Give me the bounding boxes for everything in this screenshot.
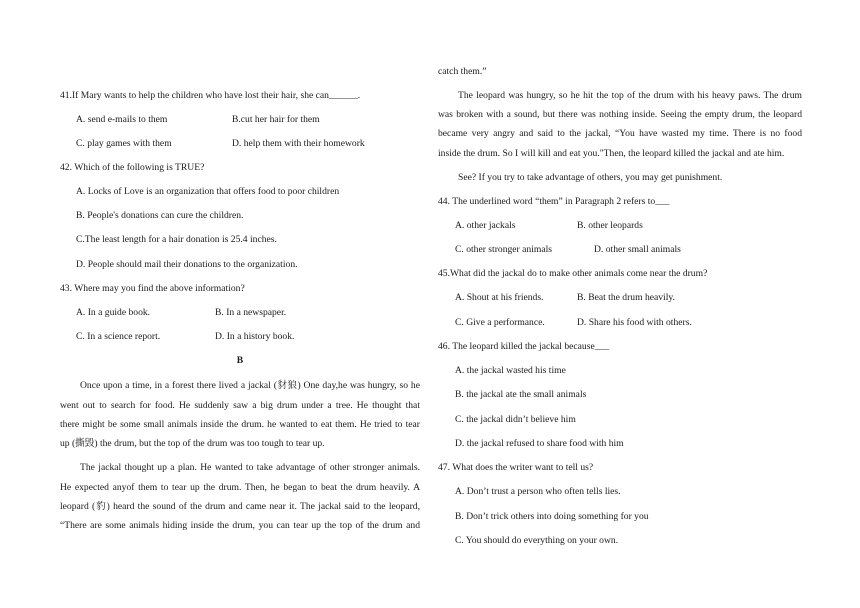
q43-option-c: C. In a science report. <box>76 331 161 342</box>
passage-line-6: He expected anyof them to tear up the drum. Then, he began to beat the drum heavily. A <box>60 482 420 493</box>
q41-option-a: A. send e-mails to them <box>76 114 168 125</box>
passage-line-1: Once upon a time, in a forest there lived a jackal (豺狼) One day,he was hungry, so he <box>80 380 420 391</box>
passage-moral: See? If you try to take advantage of others, you may get punishment. <box>458 172 723 183</box>
q46-option-b: B. the jackal ate the small animals <box>455 389 587 400</box>
q44-option-c: C. other stronger animals <box>455 244 552 255</box>
q41-option-c: C. play games with them <box>76 138 172 149</box>
q42-option-d: D. People should mail their donations to the organization. <box>76 259 298 270</box>
q46-option-d: D. the jackal refused to share food with him <box>455 438 624 449</box>
q43-option-b: B. In a newspaper. <box>215 307 287 318</box>
passage-line-5: The jackal thought up a plan. He wanted to take advantage of other stronger animals. <box>80 462 420 473</box>
q45-option-b: B. Beat the drum heavily. <box>577 292 675 303</box>
q46-stem: 46. The leopard killed the jackal because___ <box>438 341 610 352</box>
q42-option-c: C.The least length for a hair donation is 25.4 inches. <box>76 234 277 245</box>
passage-cont-line-2: The leopard was hungry, so he hit the top of the drum with his heavy paws. The drum <box>458 90 802 101</box>
passage-cont-line-5: inside the drum. So I will kill and eat you."Then, the leopard killed the jackal and ate him. <box>438 148 785 159</box>
q45-option-a: A. Shout at his friends. <box>455 292 544 303</box>
q41-stem: 41.If Mary wants to help the children who have lost their hair, she can______. <box>60 90 361 101</box>
passage-line-4: up (撕毁) the drum, but the top of the drum was too tough to tear up. <box>60 438 325 449</box>
q46-option-a: A. the jackal wasted his time <box>455 365 566 376</box>
q47-option-a: A. Don’t trust a person who often tells lies. <box>455 486 621 497</box>
passage-cont-line-4: became very angry and said to the jackal, “You have wasted my time. There is no food <box>438 128 802 139</box>
section-heading: B <box>236 355 244 366</box>
q44-option-b: B. other leopards <box>577 220 643 231</box>
q45-stem: 45.What did the jackal do to make other animals come near the drum? <box>438 268 708 279</box>
q41-option-b: B.cut her hair for them <box>232 114 320 125</box>
q42-option-b: B. People's donations can cure the children. <box>76 210 244 221</box>
q47-option-c: C. You should do everything on your own. <box>455 535 619 546</box>
q43-stem: 43. Where may you find the above information? <box>60 283 245 294</box>
q47-option-b: B. Don’t trick others into doing something for you <box>455 511 649 522</box>
q43-option-d: D. In a history book. <box>215 331 295 342</box>
passage-line-3: there might be some small animals inside the drum. he wanted to eat them. He tried to tear <box>60 419 420 430</box>
passage-cont-line-3: was broken with a sound, but there was nothing inside. Seeing the empty drum, the leopard <box>438 109 802 120</box>
passage-line-8: “There are some animals hiding inside the drum, you can tear up the top of the drum and <box>60 520 420 531</box>
q43-option-a: A. In a guide book. <box>76 307 151 318</box>
q45-option-d: D. Share his food with others. <box>577 317 692 328</box>
q42-stem: 42. Which of the following is TRUE? <box>60 162 205 173</box>
passage-line-2: went out to search for food. He suddenly saw a big drum under a tree. He thought that <box>60 400 420 411</box>
q44-option-a: A. other jackals <box>455 220 516 231</box>
q45-option-c: C. Give a performance. <box>455 317 545 328</box>
passage-line-7: leopard (豹) heard the sound of the drum and came near it. The jackal said to the leopard, <box>60 501 420 512</box>
q44-stem: 44. The underlined word “them” in Paragraph 2 refers to___ <box>438 196 670 207</box>
q41-option-d: D. help them with their homework <box>232 138 365 149</box>
q47-stem: 47. What does the writer want to tell us? <box>438 462 594 473</box>
passage-cont-line-1: catch them.” <box>438 66 487 77</box>
q44-option-d: D. other small animals <box>594 244 681 255</box>
q46-option-c: C. the jackal didn’t believe him <box>455 414 576 425</box>
q42-option-a: A. Locks of Love is an organization that offers food to poor children <box>76 186 340 197</box>
